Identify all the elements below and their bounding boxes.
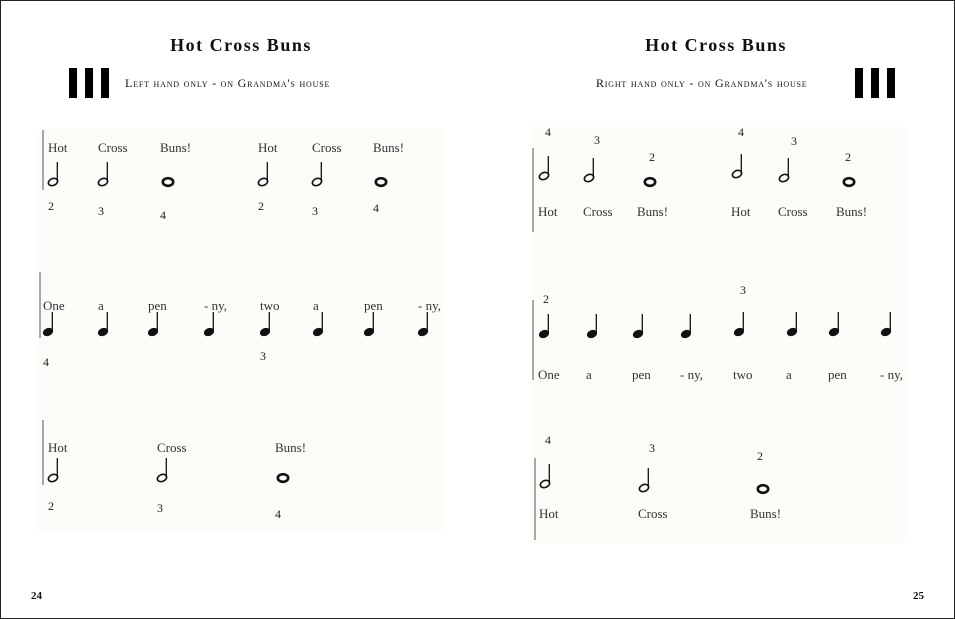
lyric-syllable: Buns!	[637, 204, 669, 219]
lyric-syllable: Cross	[312, 140, 342, 155]
lyric-syllable: pen	[148, 298, 167, 313]
lyric-syllable: Cross	[157, 440, 187, 455]
lyric-syllable: - ny,	[880, 367, 903, 382]
lyric-syllable: Cross	[583, 204, 613, 219]
lyric-syllable: two	[260, 298, 280, 313]
finger-number: 2	[845, 150, 851, 164]
left-page-subtitle: Left hand only - on Grandma's house	[125, 76, 331, 90]
finger-number: 2	[48, 499, 54, 513]
finger-number: 2	[48, 199, 54, 213]
finger-number: 3	[740, 283, 746, 297]
finger-number: 4	[373, 201, 379, 215]
right-page-title: Hot Cross Buns	[645, 35, 787, 55]
finger-number: 2	[649, 150, 655, 164]
finger-number: 3	[312, 204, 318, 218]
lyric-syllable: Hot	[538, 204, 558, 219]
left-score-panel	[39, 129, 443, 531]
lyric-syllable: Buns!	[750, 506, 782, 521]
right-page-subtitle: Right hand only - on Grandma's house	[596, 76, 808, 90]
finger-number: 2	[543, 292, 549, 306]
lyric-syllable: Buns!	[373, 140, 405, 155]
lyric-syllable: pen	[364, 298, 383, 313]
piano-keys-icon	[69, 68, 111, 98]
lyric-syllable: two	[733, 367, 753, 382]
lyric-syllable: a	[586, 367, 592, 382]
right-score-panel	[533, 127, 905, 543]
page-number-right: 25	[913, 590, 924, 602]
left-page-title: Hot Cross Buns	[170, 35, 312, 55]
lyric-syllable: pen	[828, 367, 847, 382]
lyric-syllable: Hot	[48, 440, 68, 455]
finger-number: 4	[545, 125, 551, 139]
finger-number: 3	[98, 204, 104, 218]
finger-number: 4	[160, 208, 166, 222]
lyric-syllable: Hot	[731, 204, 751, 219]
finger-number: 3	[157, 501, 163, 515]
finger-number: 3	[594, 133, 600, 147]
finger-number: 3	[260, 349, 266, 363]
finger-number: 4	[545, 433, 551, 447]
lyric-syllable: a	[313, 298, 319, 313]
finger-number: 4	[43, 355, 49, 369]
lyric-syllable: One	[538, 367, 560, 382]
finger-number: 4	[275, 507, 281, 521]
lyric-syllable: Cross	[638, 506, 668, 521]
lyric-syllable: Buns!	[160, 140, 192, 155]
lyric-syllable: a	[98, 298, 104, 313]
lyric-syllable: Hot	[48, 140, 68, 155]
lyric-syllable: a	[786, 367, 792, 382]
lyric-syllable: Buns!	[836, 204, 868, 219]
finger-number: 3	[791, 134, 797, 148]
page-number-left: 24	[31, 590, 42, 602]
lyric-syllable: One	[43, 298, 65, 313]
lyric-syllable: - ny,	[418, 298, 441, 313]
lyric-syllable: Hot	[539, 506, 559, 521]
piano-keys-icon	[855, 68, 897, 98]
lyric-syllable: Cross	[778, 204, 808, 219]
finger-number: 4	[738, 125, 744, 139]
finger-number: 2	[757, 449, 763, 463]
finger-number: 2	[258, 199, 264, 213]
lyric-syllable: - ny,	[204, 298, 227, 313]
lyric-syllable: Cross	[98, 140, 128, 155]
lyric-syllable: pen	[632, 367, 651, 382]
lyric-syllable: Buns!	[275, 440, 307, 455]
lyric-syllable: Hot	[258, 140, 278, 155]
lyric-syllable: - ny,	[680, 367, 703, 382]
finger-number: 3	[649, 441, 655, 455]
